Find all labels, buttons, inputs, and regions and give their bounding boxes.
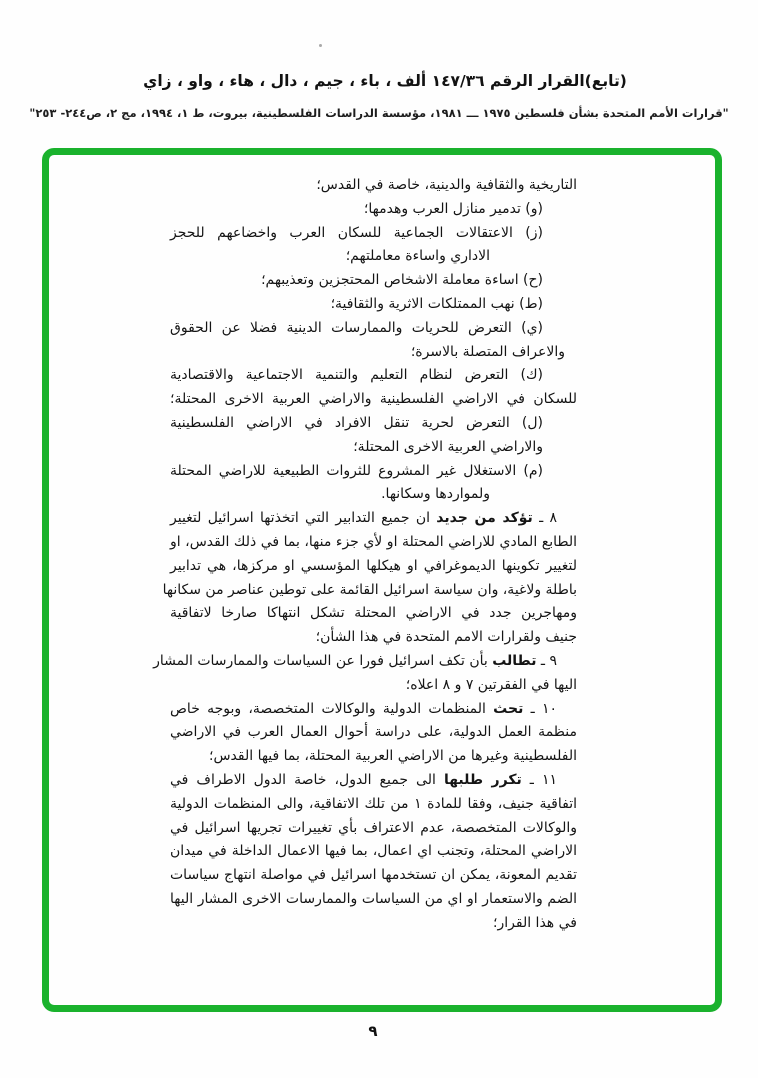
text-line [170,626,577,650]
text-segment: الفلسطينية وغيرها من الاراضي العربية المحتلة، بما فيها القدس؛ [209,748,577,765]
text-segment: (و) تدمير منازل العرب وهدمها؛ [363,200,543,217]
page-number: ٩ [368,1022,378,1040]
text-segment: ولمواردها وسكانها. [381,486,490,503]
text-segment: المنظمات الدولية والوكالات المتخصصة، وبوجه خاص [170,700,494,717]
body-text-column [153,174,578,936]
text-segment: للسكان في الاراضي الفلسطينية والاراضي العربية الاخرى المحتلة؛ [170,391,577,408]
text-segment: بأن تكف اسرائيل فورا عن السياسات والممارسات المشار [153,652,493,669]
text-segment: باطلة ولاغية، وان سياسة اسرائيل القائمة على توطين عناصر من سكانها [162,581,577,598]
text-line [170,436,577,460]
text-line [170,198,577,222]
text-segment: لتغيير تكوينها الديموغرافي او هيكلها المؤسسي او مركزها، هي تدابير [170,557,577,574]
text-segment: ان جميع التدابير التي اتخذتها اسرائيل لتغيير [170,510,437,527]
text-segment: الضم والاستعمار او اي من السياسات والممارسات الاخرى المشار اليها [170,890,577,907]
text-line [170,460,577,484]
text-segment: الاراضي المحتلة، وتجنب اي اعمال، بما فيها الاعمال الداخلة في ميدان [170,843,577,860]
text-segment: تقديم المعونة، يمكن ان تستخدمها اسرائيل في مواصلة انتهاج سياسات [170,867,577,884]
text-line [170,269,577,293]
text-segment: منظمة العمل الدولية، على دراسة أحوال العمال العرب في الاراضي [170,724,577,741]
text-line [170,721,577,745]
text-line [170,341,577,365]
text-line [170,222,577,246]
bold-text-segment: تؤكد من جديد [436,510,533,527]
bold-text-segment: تكرر طلبها [443,771,522,788]
text-segment: اتفاقية جنيف، وفقا للمادة ١ من تلك الاتفاقية، والى المنظمات الدولية [170,795,578,812]
text-segment: جنيف ولقرارات الامم المتحدة في هذا الشأن؛ [315,629,577,646]
bold-text-segment: تطالب [492,652,537,669]
text-segment: ٨ ـ [532,510,557,527]
text-line [170,674,577,698]
text-line [170,483,577,507]
text-line [170,317,577,341]
text-line [170,388,577,412]
text-line [170,888,577,912]
text-segment: ومهاجرين جدد في الاراضي المحتلة تشكل انتهاكا صارخا لاتفاقية [170,605,577,622]
text-segment: والوكالات المتخصصة، عدم الاعتراف بأي تغييرات تجريها اسرائيل في [170,819,577,836]
text-line [170,174,577,198]
text-line [170,555,577,579]
text-segment: (ل) التعرض لحرية تنقل الافراد في الاراضي الفلسطينية [170,414,543,431]
text-segment: اليها في الفقرتين ٧ و ٨ اعلاه؛ [405,676,577,693]
text-line [170,912,577,936]
text-segment: (ك) التعرض لنظام التعليم والتنمية الاجتماعية والاقتصادية [170,367,543,384]
text-line [170,698,577,722]
text-line [153,650,577,674]
text-segment: (ي) التعرض للحريات والممارسات الدينية فضلا عن الحقوق [170,319,543,336]
text-segment: ١١ ـ [521,771,558,788]
text-line [170,793,577,817]
text-line [162,579,577,603]
resolution-title: (تابع)القرار الرقم ١٤٧/٣٦ ألف ، باء ، جيم ، دال ، هاء ، واو ، زاي [143,72,627,90]
text-line [170,769,577,793]
text-segment: (م) الاستغلال غير المشروع للثروات الطبيعية للاراضي المحتلة [170,462,543,479]
text-segment: والاعراف المتصلة بالاسرة؛ [410,343,565,360]
text-segment: في هذا القرار؛ [493,914,577,931]
text-line [170,745,577,769]
text-segment: (ز) الاعتقالات الجماعية للسكان العرب واخضاعهم للحجز [170,224,543,241]
source-citation: "قرارات الأمم المتحدة بشأن فلسطين ١٩٧٥ ـــ ١٩٨١، مؤسسة الدراسات الفلسطينية، بيروت، ط ١، ١٩٩٤، مج ٢، ص٢٤٤- ٢٥٣" [29,106,729,120]
text-segment: التاريخية والثقافية والدينية، خاصة في القدس؛ [316,177,577,193]
text-line [170,293,577,317]
text-segment: والاراضي العربية الاخرى المحتلة؛ [353,438,543,455]
text-line [170,531,577,555]
bold-text-segment: تحث [493,700,524,717]
text-line [170,245,577,269]
text-segment: (ط) نهب الممتلكات الاثرية والثقافية؛ [330,295,543,312]
text-segment: (ح) اساءة معاملة الاشخاص المحتجزين وتعذيبهم؛ [261,272,543,289]
text-segment: ٩ ـ [536,652,557,669]
text-line [170,817,577,841]
text-line [170,364,577,388]
text-line [170,507,577,531]
text-segment: الى جميع الدول، خاصة الدول الاطراف في [170,771,444,788]
text-segment: الطابع المادي للاراضي المحتلة او لأي جزء منها، بما في ذلك القدس، او [170,533,577,550]
text-line [170,412,577,436]
text-line [170,864,577,888]
text-line [170,840,577,864]
text-segment: الاداري واساءة معاملتهم؛ [345,248,490,265]
text-line [170,602,577,626]
text-segment: ١٠ ـ [523,700,557,717]
scan-artifact-dot [319,44,322,47]
